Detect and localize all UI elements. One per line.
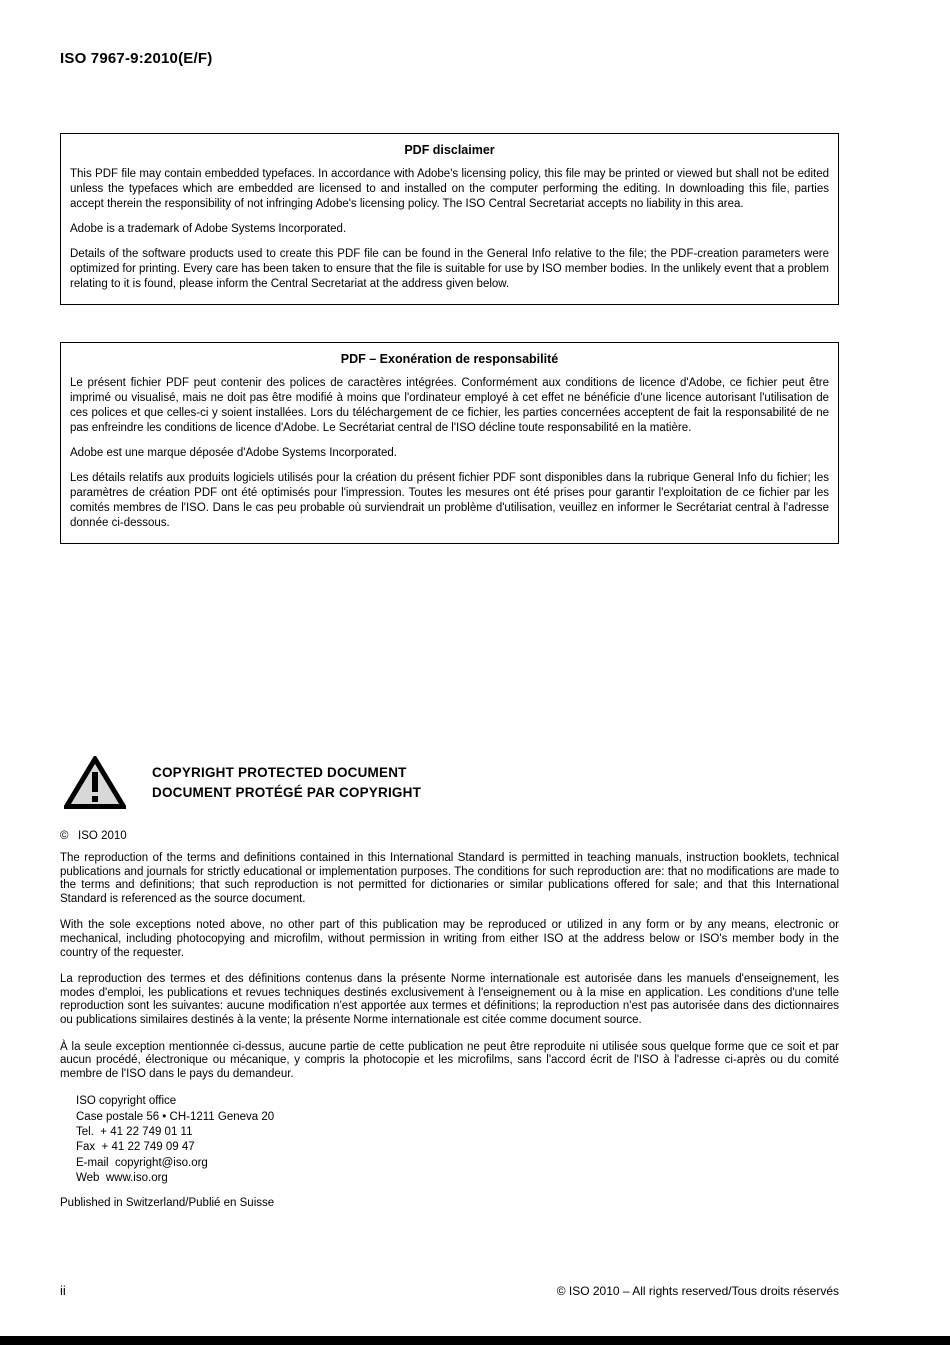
page-footer [60,1283,839,1298]
footer-copyright-notice: © ISO 2010 – All rights reserved/Tous droits réservés [556,1284,839,1298]
page-number: ii [60,1283,66,1298]
disclaimer-fr-paragraph-3: Les détails relatifs aux produits logiciels utilisés pour la création du présent fichier PDF sont disponibles dans la rubrique General Info du fichier; les paramètres de création PDF ont été optimisés pour l'impression. Toutes les mesures ont été prises pour garantir l'exploitation de ce fichier par les comités membres de l'ISO. Dans le cas peu probable où surviendrait un problème d'utilisation, veuillez en informer le Secrétariat central à l'adresse donnée ci-dessous. [70,472,829,529]
address-line-fax: Fax + 41 22 749 09 47 [76,1141,195,1154]
copyright-heading-line-en: COPYRIGHT PROTECTED DOCUMENT [152,765,407,780]
address-line-email: E-mail copyright@iso.org [76,1156,208,1169]
document-reference: ISO 7967-9:2010(E/F) [60,50,213,67]
address-line-web: Web www.iso.org [76,1171,168,1184]
disclaimer-fr-paragraph-2: Adobe est une marque déposée d'Adobe Systems Incorporated. [70,447,397,459]
disclaimer-en-paragraph-1: This PDF file may contain embedded typefaces. In accordance with Adobe's licensing policy, this file may be printed or viewed but shall not be edited unless the typefaces which are embedded are licensed to and installed on the computer performing the editing. In downloading this file, parties accept therein the responsibility of not infringing Adobe's licensing policy. The ISO Central Secretariat accepts no liability in this area. [70,168,829,210]
disclaimer-en-paragraph-3: Details of the software products used to create this PDF file can be found in the General Info relative to the file; the PDF-creation parameters were optimized for printing. Every care has been taken to ensure that the file is suitable for use by ISO member bodies. In the unlikely event that a problem relating to it is found, please inform the Central Secretariat at the address given below. [70,248,829,290]
copyright-protected-heading [60,756,839,810]
address-line-office: ISO copyright office [76,1095,177,1108]
pdf-disclaimer-title-en: PDF disclaimer [404,143,495,157]
address-line-postal: Case postale 56 • CH-1211 Geneva 20 [76,1110,275,1123]
warning-triangle-icon [64,756,126,810]
address-line-tel: Tel. + 41 22 749 01 11 [76,1125,193,1138]
published-in-line: Published in Switzerland/Publié en Suisse [60,1197,275,1210]
copyright-paragraph-fr-1: La reproduction des termes et des définitions contenus dans la présente Norme internationale est autorisée dans les manuels d'enseignement, les modes d'emploi, les publications et revues techniques destinés exclusivement à l'enseignement ou à la mise en application. Les conditions d'une telle reproduction sont les suivantes: aucune modification n'est apportée aux termes et définitions; la reproduction n'est pas autorisée dans des dictionnaires ou publications similaires destinés à la vente; la présente Norme internationale est citée comme document source. [60,973,839,1026]
disclaimer-en-paragraph-2: Adobe is a trademark of Adobe Systems Incorporated. [70,223,347,235]
copyright-year-notice: © ISO 2010 [60,830,127,842]
copyright-heading-text [152,763,421,803]
pdf-disclaimer-title-fr: PDF – Exonération de responsabilité [340,352,559,366]
page-bottom-edge [0,1336,950,1345]
iso-copyright-office-address [76,1094,839,1186]
copyright-paragraph-en-1: The reproduction of the terms and definitions contained in this International Standard is permitted in teaching manuals, instruction booklets, technical publications and journals for strictly educational or implementation purposes. The conditions for such reproduction are: that no modifications are made to the terms and definitions; that such reproduction is not permitted for dictionaries or similar publications offered for sale; and that this International Standard is referenced as the source document. [60,852,839,905]
copyright-section [60,756,839,1209]
copyright-heading-line-fr: DOCUMENT PROTÉGÉ PAR COPYRIGHT [152,785,422,800]
pdf-disclaimer-box-en [60,133,839,305]
copyright-paragraph-en-2: With the sole exceptions noted above, no other part of this publication may be reproduced or utilized in any form or by any means, electronic or mechanical, including photocopying and microfilm, without permission in writing from either ISO at the address below or ISO's member body in the country of the requester. [60,919,839,959]
pdf-disclaimer-box-fr [60,342,839,544]
copyright-paragraph-fr-2: À la seule exception mentionnée ci-dessus, aucune partie de cette publication ne peut être reproduite ni utilisée sous quelque forme que ce soit et par aucun procédé, électronique ou mécanique, y compris la photocopie et les microfilms, sans l'accord écrit de l'ISO à l'adresse ci-après ou du comité membre de l'ISO dans le pays du demandeur. [60,1040,839,1080]
disclaimer-fr-paragraph-1: Le présent fichier PDF peut contenir des polices de caractères intégrées. Conformément aux conditions de licence d'Adobe, ce fichier peut être imprimé ou visualisé, mais ne doit pas être modifié à moins que l'ordinateur employé à cet effet ne bénéficie d'une licence autorisant l'utilisation de ces polices et que celles-ci y soient installées. Lors du téléchargement de ce fichier, les parties concernées acceptent de fait la responsabilité de ne pas enfreindre les conditions de licence d'Adobe. Le Secrétariat central de l'ISO décline toute responsabilité en la matière. [70,377,829,434]
